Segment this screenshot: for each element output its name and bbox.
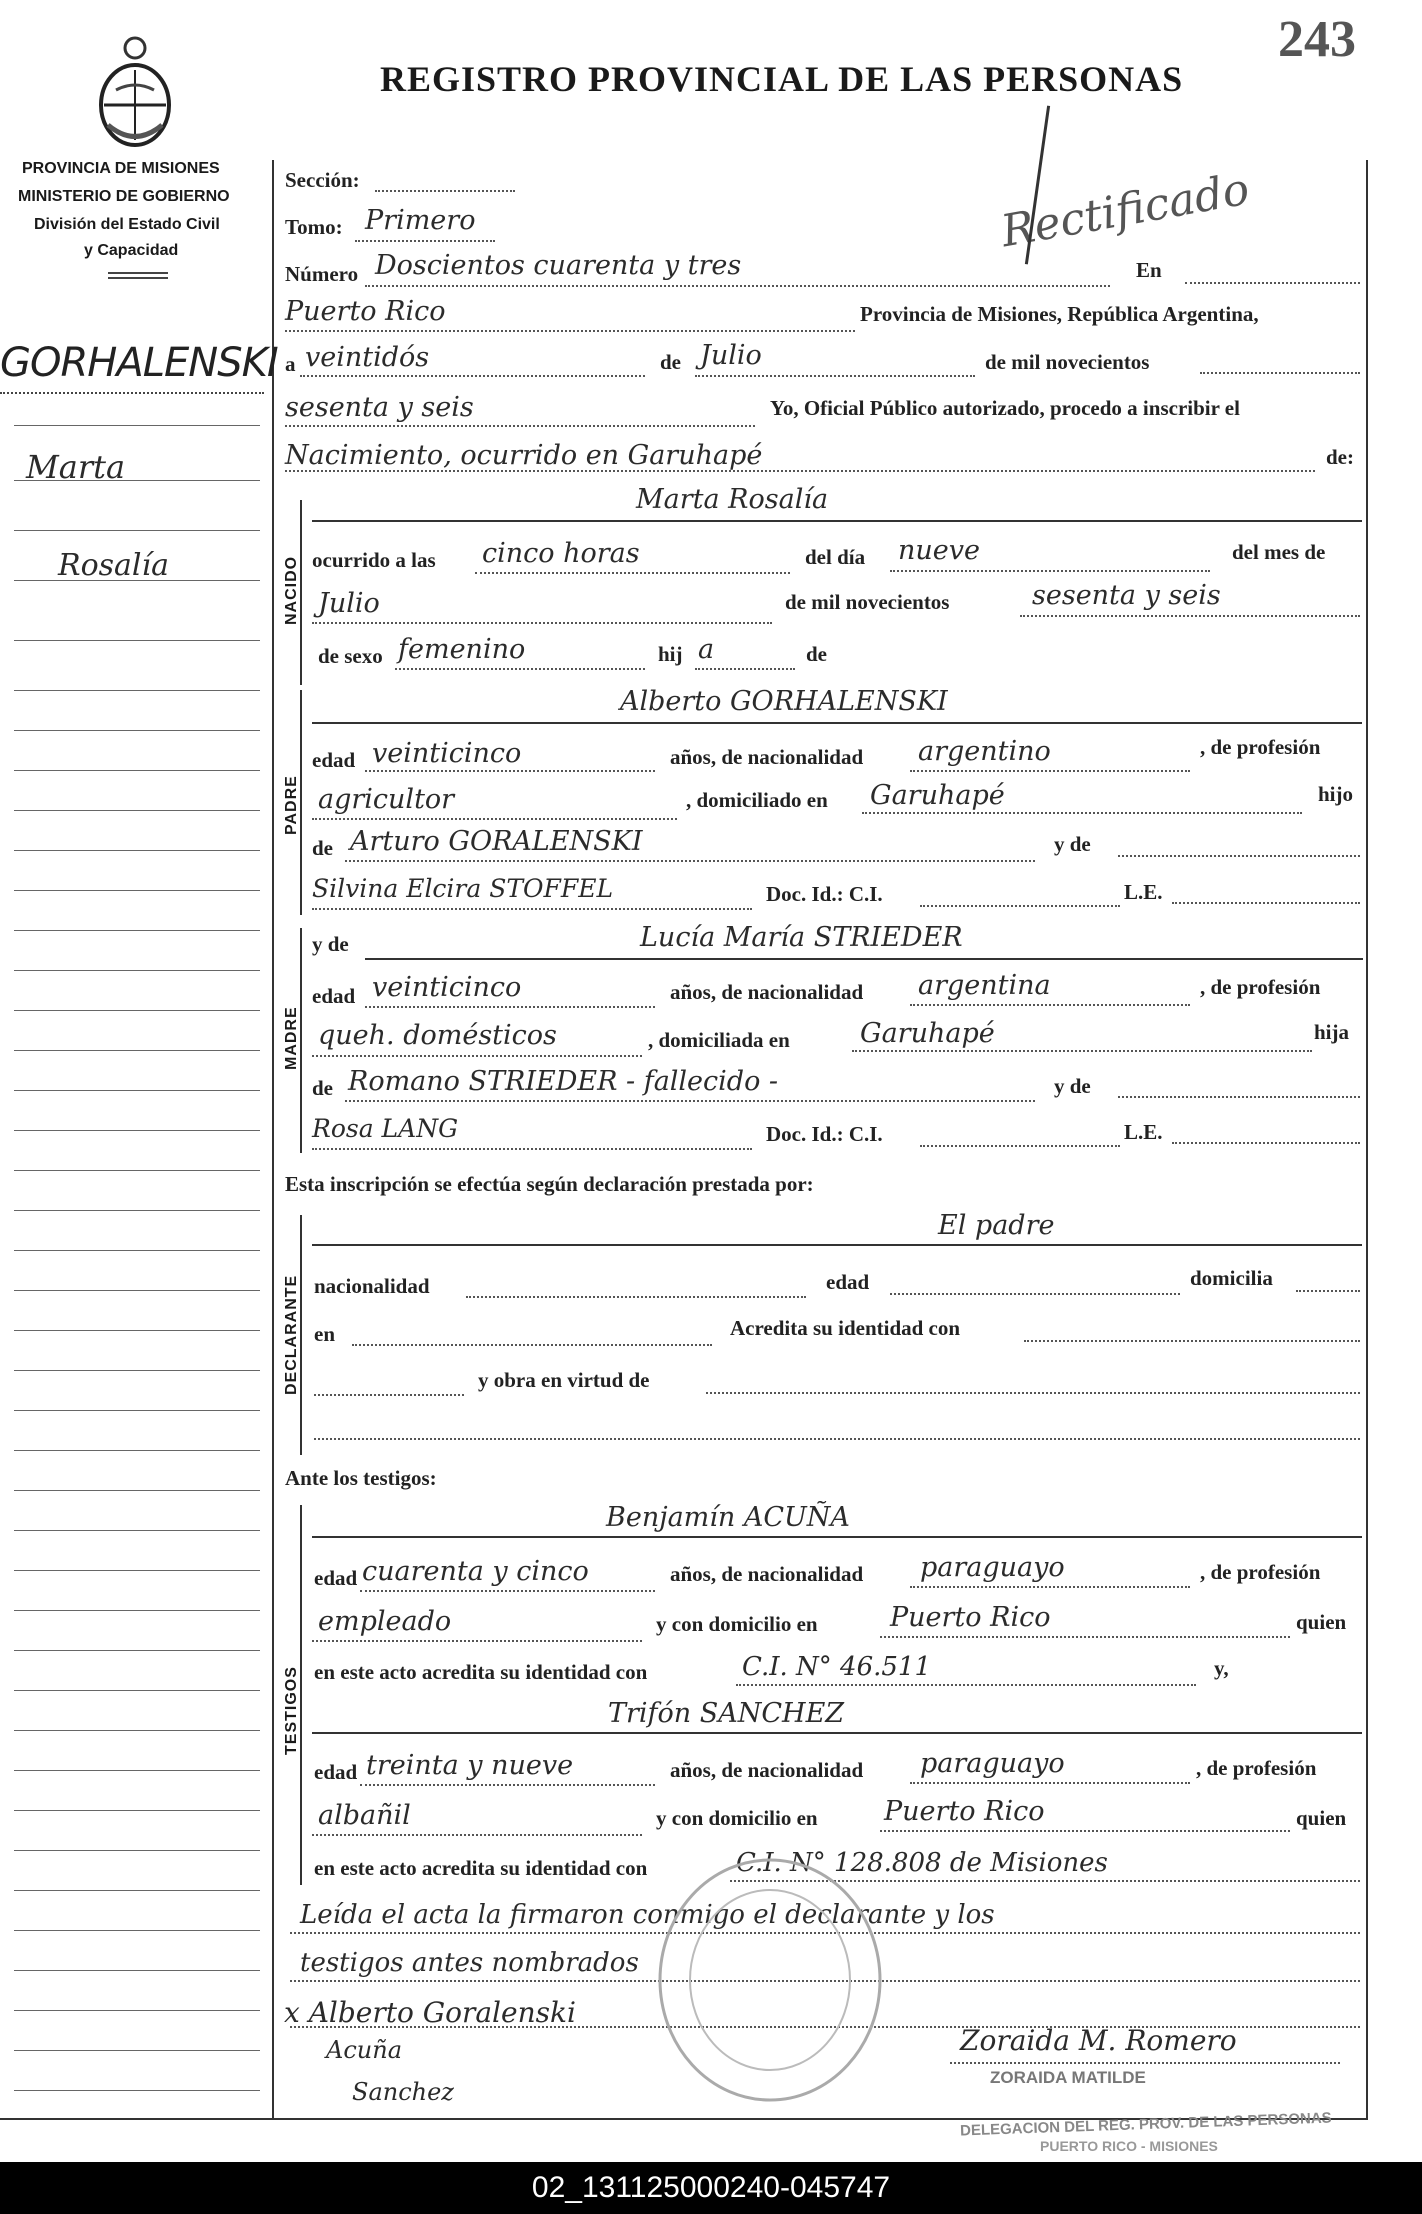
w2-acredita-label: en este acto acredita su identidad con xyxy=(314,1856,648,1880)
padre-hijo-label: hijo xyxy=(1318,782,1354,806)
padre-prof-value: agricultor xyxy=(318,784,455,815)
nacido-de-label: de xyxy=(806,642,827,666)
document-id-footer: 02_131125000240-045747 xyxy=(0,2162,1422,2214)
nacido-side-label: NACIDO xyxy=(283,555,300,625)
birth-mil-label: de mil novecientos xyxy=(785,590,950,614)
padre-y-de-label: y de xyxy=(1054,832,1091,856)
padre-doc-label: Doc. Id.: C.I. xyxy=(766,882,883,906)
padre-prof-label: , de profesión xyxy=(1200,735,1321,759)
sexo-value: femenino xyxy=(398,634,526,665)
del-mes-label: del mes de xyxy=(1232,540,1326,564)
rectificado-annotation: Rectificado xyxy=(997,163,1253,258)
madre-edad-value: veinticinco xyxy=(372,972,522,1003)
witness1-signature: Acuña xyxy=(326,2036,402,2064)
margin-surname-underline xyxy=(0,392,264,394)
numero-label: Número xyxy=(285,262,359,286)
madre-father-name: Romano STRIEDER - fallecido - xyxy=(348,1066,779,1097)
birth-day-value: nueve xyxy=(898,535,980,566)
place-value: Puerto Rico xyxy=(285,296,446,327)
witness1-name: Benjamín ACUÑA xyxy=(606,1502,850,1533)
officer-text: Yo, Oficial Público autorizado, procedo a inscribir el xyxy=(770,396,1240,420)
madre-prof-value: queh. domésticos xyxy=(318,1020,557,1051)
declarante-nac-label: nacionalidad xyxy=(314,1274,430,1298)
officer-signature: Zoraida M. Romero xyxy=(960,2024,1237,2057)
closing-line-1: Leída el acta la firmaron conmigo el declarante y los xyxy=(300,1900,995,1930)
province-label: PROVINCIA DE MISIONES xyxy=(22,160,220,177)
division-label-2: y Capacidad xyxy=(84,242,179,259)
document-title: REGISTRO PROVINCIAL DE LAS PERSONAS xyxy=(380,59,1184,99)
madre-edad-label: edad xyxy=(312,984,356,1008)
padre-le-label: L.E. xyxy=(1124,880,1163,904)
declarante-dom-label: domicilia xyxy=(1190,1266,1273,1290)
padre-nac-label: años, de nacionalidad xyxy=(670,745,864,769)
numero-value: Doscientos cuarenta y tres xyxy=(375,250,742,281)
madre-dom-label: , domiciliada en xyxy=(648,1028,790,1052)
margin-surname: GORHALENSKI xyxy=(0,340,278,386)
mil-label: de mil novecientos xyxy=(985,350,1150,374)
hour-value: cinco horas xyxy=(482,538,640,569)
page-number: 243 xyxy=(1278,11,1356,68)
witness2-name: Trifón SANCHEZ xyxy=(608,1698,845,1729)
madre-mother-name: Rosa LANG xyxy=(312,1114,459,1143)
declarante-intro: Esta inscripción se efectúa según declaración prestada por: xyxy=(285,1172,814,1196)
de-colon-label: de: xyxy=(1326,445,1354,469)
declarante-edad-label: edad xyxy=(826,1270,870,1294)
year-value: sesenta y seis xyxy=(285,392,474,423)
officer-stamp-name: ZORAIDA MATILDE xyxy=(990,2068,1146,2087)
seccion-label: Sección: xyxy=(285,168,360,192)
w1-acredita-label: en este acto acredita su identidad con xyxy=(314,1660,648,1684)
declarante-acredita-label: Acredita su identidad con xyxy=(730,1316,961,1340)
left-margin-border xyxy=(272,160,274,2120)
header-divider xyxy=(108,272,168,279)
declarante-obra-label: y obra en virtud de xyxy=(478,1368,650,1392)
day-value: veintidós xyxy=(305,342,430,373)
tomo-value: Primero xyxy=(365,205,476,236)
madre-y-de-label: y de xyxy=(312,932,349,956)
margin-second-name: Rosalía xyxy=(58,548,170,583)
witness2-signature: Sanchez xyxy=(352,2078,454,2106)
coat-of-arms-emblem xyxy=(94,30,176,155)
hij-label: hij xyxy=(658,642,683,666)
declarant-signature: x Alberto Goralenski xyxy=(284,1996,576,2029)
sexo-label: de sexo xyxy=(318,644,383,668)
w2-quien-label: quien xyxy=(1296,1806,1347,1830)
w2-prof-value: albañil xyxy=(318,1800,411,1831)
ocurrido-label: ocurrido a las xyxy=(312,548,436,572)
hij-value: a xyxy=(698,634,715,665)
act-value: Nacimiento, ocurrido en Garuhapé xyxy=(285,440,763,471)
a-label: a xyxy=(285,352,296,376)
madre-dom-value: Garuhapé xyxy=(860,1018,995,1049)
w1-quien-label: quien xyxy=(1296,1610,1347,1634)
de-label: de xyxy=(660,350,681,374)
w2-edad-label: edad xyxy=(314,1760,358,1784)
madre-prof-label: , de profesión xyxy=(1200,975,1321,999)
division-label: División del Estado Civil xyxy=(34,216,220,233)
madre-nac-value: argentina xyxy=(918,970,1051,1001)
w1-nac-label: años, de nacionalidad xyxy=(670,1562,864,1586)
official-seal xyxy=(650,1850,890,2115)
margin-first-name: Marta xyxy=(26,448,126,486)
w1-y-label: y, xyxy=(1214,1656,1229,1680)
padre-edad-value: veinticinco xyxy=(372,738,522,769)
month-value: Julio xyxy=(700,340,762,371)
w1-prof-label: , de profesión xyxy=(1200,1560,1321,1584)
madre-nac-label: años, de nacionalidad xyxy=(670,980,864,1004)
padre-dom-label: , domiciliado en xyxy=(686,788,828,812)
padre-side-label: PADRE xyxy=(283,775,300,835)
declarante-side-label: DECLARANTE xyxy=(283,1274,300,1395)
child-name: Marta Rosalía xyxy=(636,484,829,515)
madre-y-de2-label: y de xyxy=(1054,1074,1091,1098)
w1-edad-label: edad xyxy=(314,1566,358,1590)
w1-prof-value: empleado xyxy=(318,1606,452,1637)
del-dia-label: del día xyxy=(805,545,866,569)
mother-name: Lucía María STRIEDER xyxy=(640,922,963,953)
en-label: En xyxy=(1136,258,1162,282)
right-border xyxy=(1366,160,1368,2120)
w1-dom-label: y con domicilio en xyxy=(656,1612,818,1636)
madre-hija-label: hija xyxy=(1314,1020,1350,1044)
w1-nac-value: paraguayo xyxy=(920,1552,1065,1583)
madre-side-label: MADRE xyxy=(283,1006,300,1070)
w2-dom-label: y con domicilio en xyxy=(656,1806,818,1830)
w2-prof-label: , de profesión xyxy=(1196,1756,1317,1780)
tomo-label: Tomo: xyxy=(285,215,343,239)
padre-mother-name: Silvina Elcira STOFFEL xyxy=(312,874,614,903)
province-text: Provincia de Misiones, República Argentina, xyxy=(860,302,1259,326)
stamp-delegation: DELEGACION DEL REG. PROV. DE LAS PERSONAS xyxy=(959,2109,1332,2140)
madre-le-label: L.E. xyxy=(1124,1120,1163,1144)
father-name: Alberto GORHALENSKI xyxy=(620,686,948,717)
w2-doc-value: C.I. N° 128.808 de Misiones xyxy=(736,1848,1108,1878)
birth-month-value: Julio xyxy=(318,588,380,619)
madre-doc-label: Doc. Id.: C.I. xyxy=(766,1122,883,1146)
testigos-intro: Ante los testigos: xyxy=(285,1466,437,1490)
w2-edad-value: treinta y nueve xyxy=(366,1750,574,1781)
stamp-location: PUERTO RICO - MISIONES xyxy=(1040,2138,1218,2154)
padre-father-name: Arturo GORALENSKI xyxy=(350,826,643,857)
padre-edad-label: edad xyxy=(312,748,356,772)
w2-nac-value: paraguayo xyxy=(920,1748,1065,1779)
declarante-en-label: en xyxy=(314,1322,335,1346)
testigos-side-label: TESTIGOS xyxy=(283,1666,300,1755)
w2-dom-value: Puerto Rico xyxy=(884,1796,1045,1827)
madre-de-label: de xyxy=(312,1076,333,1100)
ministry-label: MINISTERIO DE GOBIERNO xyxy=(18,188,230,205)
w1-doc-value: C.I. N° 46.511 xyxy=(742,1652,932,1682)
birth-year-value: sesenta y seis xyxy=(1032,580,1221,611)
padre-nac-value: argentino xyxy=(918,736,1051,767)
declarante-value: El padre xyxy=(938,1210,1055,1241)
padre-de-label: de xyxy=(312,836,333,860)
closing-line-2: testigos antes nombrados xyxy=(300,1948,639,1978)
padre-dom-value: Garuhapé xyxy=(870,780,1005,811)
w2-nac-label: años, de nacionalidad xyxy=(670,1758,864,1782)
w1-edad-value: cuarenta y cinco xyxy=(362,1556,589,1587)
w1-dom-value: Puerto Rico xyxy=(890,1602,1051,1633)
